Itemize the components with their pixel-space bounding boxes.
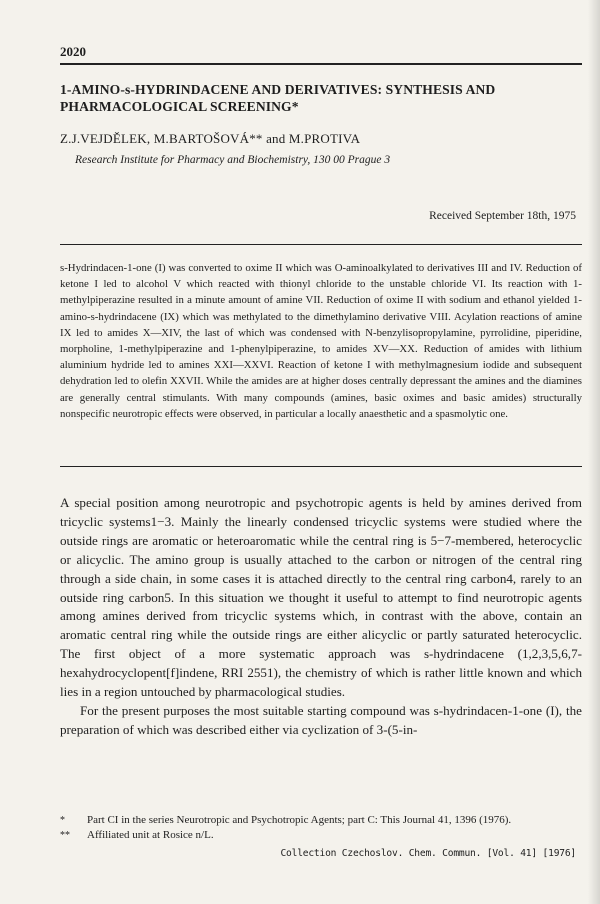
abstract-top-rule [60,244,582,245]
footnote-text: Affiliated unit at Rosice n/L. [87,829,214,841]
abstract: s-Hydrindacen-1-one (I) was converted to oxime II which was O-aminoalkylated to derivatives III and IV. Reduction of ketone I led to alcohol V which reacted with thionyl chloride to the unstable chloride VI. Its reaction with 1-methylpiperazine resulted in a minute amount of amine VII. Reduction of oxime II with sodium and ethanol yielded 1-amino-s-hydrindacene (IX) which was methylated to the dimethylamino derivative VIII. Acylation reactions of amine IX led to amides X—XIV, the last of which was condensed with N-benzylisopropylamine, pyrrolidine, piperidine, morpholine, 1-methylpiperazine and 1-phenylpiperazine, to amides XV—XX. Reduction of amides with lithium aluminium hydride led to amines XXI—XXVI. Reaction of ketone I with methylmagnesium iodide and subsequent dehydration led to olefin XXVII. While the amides are at higher doses centrally depressant the amines and the diamines are generally central stimulants. With many compounds (amines, basic oximes and basic amides) structurally nonspecific neurotropic effects were observed, in particular a locally anaesthetic and a spasmolytic one. [60,262,582,420]
paragraph-intro: A special position among neurotropic and psychotropic agents is held by amines derived from tricyclic systems1−3. Mainly the linearly condensed tricyclic systems were studied where the outside rings are aromatic or heteroaromatic while the central ring is 5−7-membered, heterocyclic or alicyclic. The amino group is usually attached to the carbon or nitrogen of the central ring through a side chain, in some cases it is attached directly to the central ring carbon4, rarely to an outside ring carbon5. In this situation we thought it useful to attempt to find neurotropic agents among amines derived from tricyclic systems which, in contrast with the above, contain an aromatic central ring while the outside rings are either alicyclic or partly saturated heterocyclic. The first object of a more systematic approach was s-hydrindacene (1,2,3,5,6,7-hexahydrocyclopent[f]indene, RRI 2551), the chemistry of which is rather little known and which lies in a region untouched by pharmacological studies. [60,495,582,700]
received-date: Received September 18th, 1975 [429,210,576,222]
paragraph-starting-compound: For the present purposes the most suitable starting compound was s-hydrindacen-1-one (I), the preparation of which was described either via cyclization of 3-(5-in- [60,702,582,737]
footnote [60,813,582,828]
scan-edge-shadow [588,0,600,904]
footnote-text: Part CI in the series Neurotropic and Psychotropic Agents; part C: This Journal 41, 1396 (1976). [87,814,512,826]
footnote-mark: * [60,815,65,826]
journal-footer: Collection Czechoslov. Chem. Commun. [Vol. 41] [1976] [280,848,576,859]
authors: Z.J.VEJDĚLEK, M.BARTOŠOVÁ** and M.PROTIVA [60,131,361,146]
footnote [60,828,582,843]
body-text [60,494,582,740]
page-number: 2020 [60,44,86,59]
footnotes [60,813,582,843]
header-rule [60,63,582,65]
abstract-bottom-rule [60,466,582,467]
institute: Research Institute for Pharmacy and Biochemistry, 130 00 Prague 3 [75,154,391,166]
footnote-mark: ** [60,830,70,841]
article-title: 1-AMINO-s-HYDRINDACENE AND DERIVATIVES: SYNTHESIS AND PHARMACOLOGICAL SCREENING* [60,82,496,114]
